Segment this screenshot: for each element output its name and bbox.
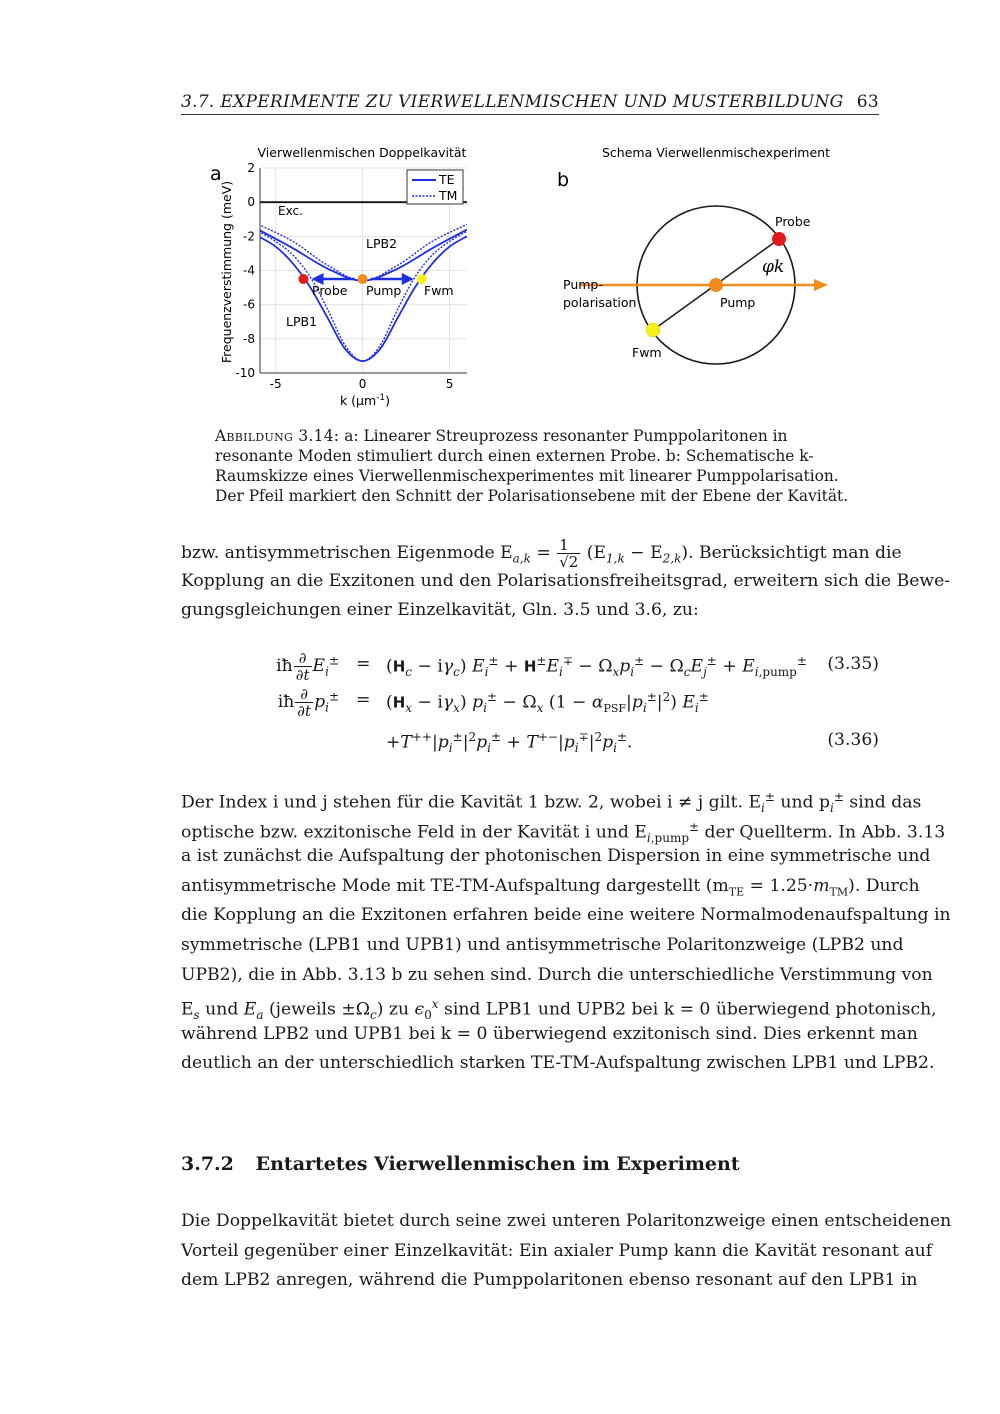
annotation-pump: Pump — [366, 283, 402, 298]
panel-a-label: a — [210, 163, 222, 185]
pump-dot — [709, 278, 723, 292]
figure — [200, 140, 890, 415]
p2-line-2: optische bzw. exzitonische Feld in der Kavität i und $E_{i,pump}^\pm$ der Quellterm. In Abb. 3.13 — [181, 819, 946, 845]
probe-label: Probe — [775, 214, 811, 229]
p2-line-9: während LPB2 und UPB1 bei k = 0 überwiegend exzitonisch sind. Dies erkennt man — [181, 1023, 918, 1044]
x-tick-label: 0 — [358, 377, 367, 391]
y-tick-label: 0 — [247, 195, 255, 210]
caption-text: a: Linearer Streuprozess resonanter Pumppolaritonen in resonante Moden stimuliert durch einen externen Probe. b: Schematische k-Raumskizze eines Vierwellenmischexperimentes mit linearer Pumppolarisation. Der Pfeil markiert den Schnitt der Polarisationsebene mit der Ebene der Kavität. — [215, 427, 849, 505]
section-title: Entartetes Vierwellenmischen im Experiment — [255, 1153, 740, 1175]
equation-number-3-36: (3.36) — [827, 730, 879, 750]
annotation-fwm: Fwm — [424, 283, 454, 298]
legend — [407, 170, 463, 204]
equation-block — [181, 640, 879, 770]
p2-line-4: antisymmetrische Mode mit TE-TM-Aufspaltung dargestellt $(m_{TE} = 1.25\cdot m_{TM})$. Durch — [181, 875, 920, 899]
figure-svg — [200, 140, 890, 415]
p3-line-1: Die Doppelkavität bietet durch seine zwei unteren Polaritonzweige einen entscheidenen — [181, 1211, 952, 1231]
p2-line-6: symmetrische (LPB1 und UPB1) und antisymmetrische Polaritonzweige (LPB2 und — [181, 934, 904, 955]
point-probe — [298, 274, 308, 284]
arrow-to-fwm-head — [402, 273, 414, 285]
y-tick-label: -4 — [243, 263, 255, 278]
page-number: 63 — [856, 92, 879, 112]
caption-label: Abbildung 3.14: — [215, 427, 340, 445]
p2-line-3: a ist zunächst die Aufspaltung der photonischen Dispersion in eine symmetrische und — [181, 846, 931, 867]
panel-b-title: Schema Vierwellenmischexperiment — [601, 145, 831, 160]
y-tick-label: -2 — [243, 229, 255, 244]
p2-line-10: deutlich an der unterschiedlich starken TE-TM-Aufspaltung zwischen LPB1 und LPB2. — [181, 1053, 935, 1074]
x-tick-label: 5 — [445, 377, 454, 391]
fwm-label: Fwm — [632, 345, 662, 360]
equation-3-36b: $+T^{++}|p_i^\pm|^2p_i^\pm + T^{+-}|p_i^\mp|^2p_i^\pm$. (3.36) — [386, 730, 879, 756]
polarisation-arrow-head — [814, 279, 828, 291]
p2-line-1: Der Index i und j stehen für die Kavität 1 bzw. 2, wobei i ≠ j gilt. $E_i^\pm$ und $p_i^\pm$ sind das — [181, 790, 922, 816]
figure-caption — [215, 426, 855, 506]
p2-line-8: $E_s$ und $E_a$ (jeweils $\pm\Omega_c$) zu $\epsilon_0^x$ sind LPB1 und UPB2 bei k = 0 überwiegend photonisch, — [181, 997, 937, 1023]
legend-tm-label: TM — [439, 188, 458, 203]
pump-label: Pump — [720, 295, 756, 310]
legend-te-label: TE — [439, 172, 455, 187]
pump-pol-label-1: Pump- — [563, 277, 603, 292]
equation-3-36a: iħ $\frac{\partial}{\partial t}$ $p_i^\pm$ = $(H_x - i\gamma_x) p_i^\pm - \Omega_x$ $(1 - \alpha_{PSF}|p_i^\pm|^2)$ $E_i^\pm$ — [277, 685, 709, 720]
y-tick-label: 2 — [247, 161, 255, 175]
paragraph-2 — [181, 783, 951, 1079]
y-tick-label: -8 — [243, 331, 255, 346]
panel-b — [557, 145, 830, 364]
p2-line-5: die Kopplung an die Exzitonen erfahren beide eine weitere Normalmodenaufspaltung in — [181, 905, 951, 926]
pump-pol-label-2: polarisation — [563, 295, 637, 310]
y-tick-label: -6 — [243, 297, 255, 312]
running-header — [181, 90, 879, 115]
annotation-probe: Probe — [312, 283, 348, 298]
x-tick-label: -5 — [269, 377, 282, 391]
equation-3-35: iħ $\frac{\partial}{\partial t}$ $E_i^\pm$ = $(H_c - i\gamma_c) E_i^\pm + H^\pm E_i^\mp - \Omega_xp_i^\pm - \Omega_cE_j^\pm + E_{i,pump}^\pm$ (3.35) — [276, 649, 879, 684]
p2-line-7: UPB2), die in Abb. 3.13 b zu sehen sind. Durch die unterschiedliche Verstimmung von — [181, 964, 933, 985]
section-number: 3.7.2 — [181, 1153, 234, 1175]
annotation-lpb2: LPB2 — [366, 236, 398, 251]
p3-line-3: dem LPB2 anregen, während die Pumppolaritonen ebenso resonant auf den LPB1 in — [181, 1270, 918, 1291]
section-heading — [181, 1153, 740, 1175]
panel-a-title: Vierwellenmischen Doppelkavität — [257, 145, 467, 160]
y-tick-label: -10 — [235, 366, 255, 380]
annotation-lpb1: LPB1 — [286, 314, 318, 329]
p1-line-3: gungsgleichungen einer Einzelkavität, Gln. 3.5 und 3.6, zu: — [181, 600, 699, 621]
x-axis-label: k (µm$^{-1}$) — [339, 393, 391, 408]
probe-dot — [772, 232, 786, 246]
y-axis-label: Frequenzverstimmung (meV) — [219, 180, 234, 364]
p1-line-1: bzw. antisymmetrischen Eigenmode $E_{a,k}$ = $\frac{1}{√2}$ $(E_{1,k} - E_{2,k})$. Berücksichtigt man die — [181, 536, 902, 571]
fwm-dot — [646, 323, 660, 337]
header-title: 3.7. EXPERIMENTE ZU VIERWELLENMISCHEN UND MUSTERBILDUNG — [181, 92, 844, 112]
p1-line-2: Kopplung an die Exzitonen und den Polarisationsfreiheitsgrad, erweitern sich die Bewe- — [181, 570, 951, 591]
annotation-exc: Exc. — [278, 204, 303, 218]
phi-label: φk — [762, 257, 785, 277]
panel-a — [210, 145, 467, 408]
paragraph-3 — [181, 1207, 952, 1296]
equation-number-3-35: (3.35) — [827, 654, 879, 674]
p3-line-2: Vorteil gegenüber einer Einzelkavität: Ein axialer Pump kann die Kavität resonant auf — [181, 1240, 933, 1261]
panel-b-label: b — [557, 169, 570, 191]
paragraph-1 — [181, 536, 951, 626]
